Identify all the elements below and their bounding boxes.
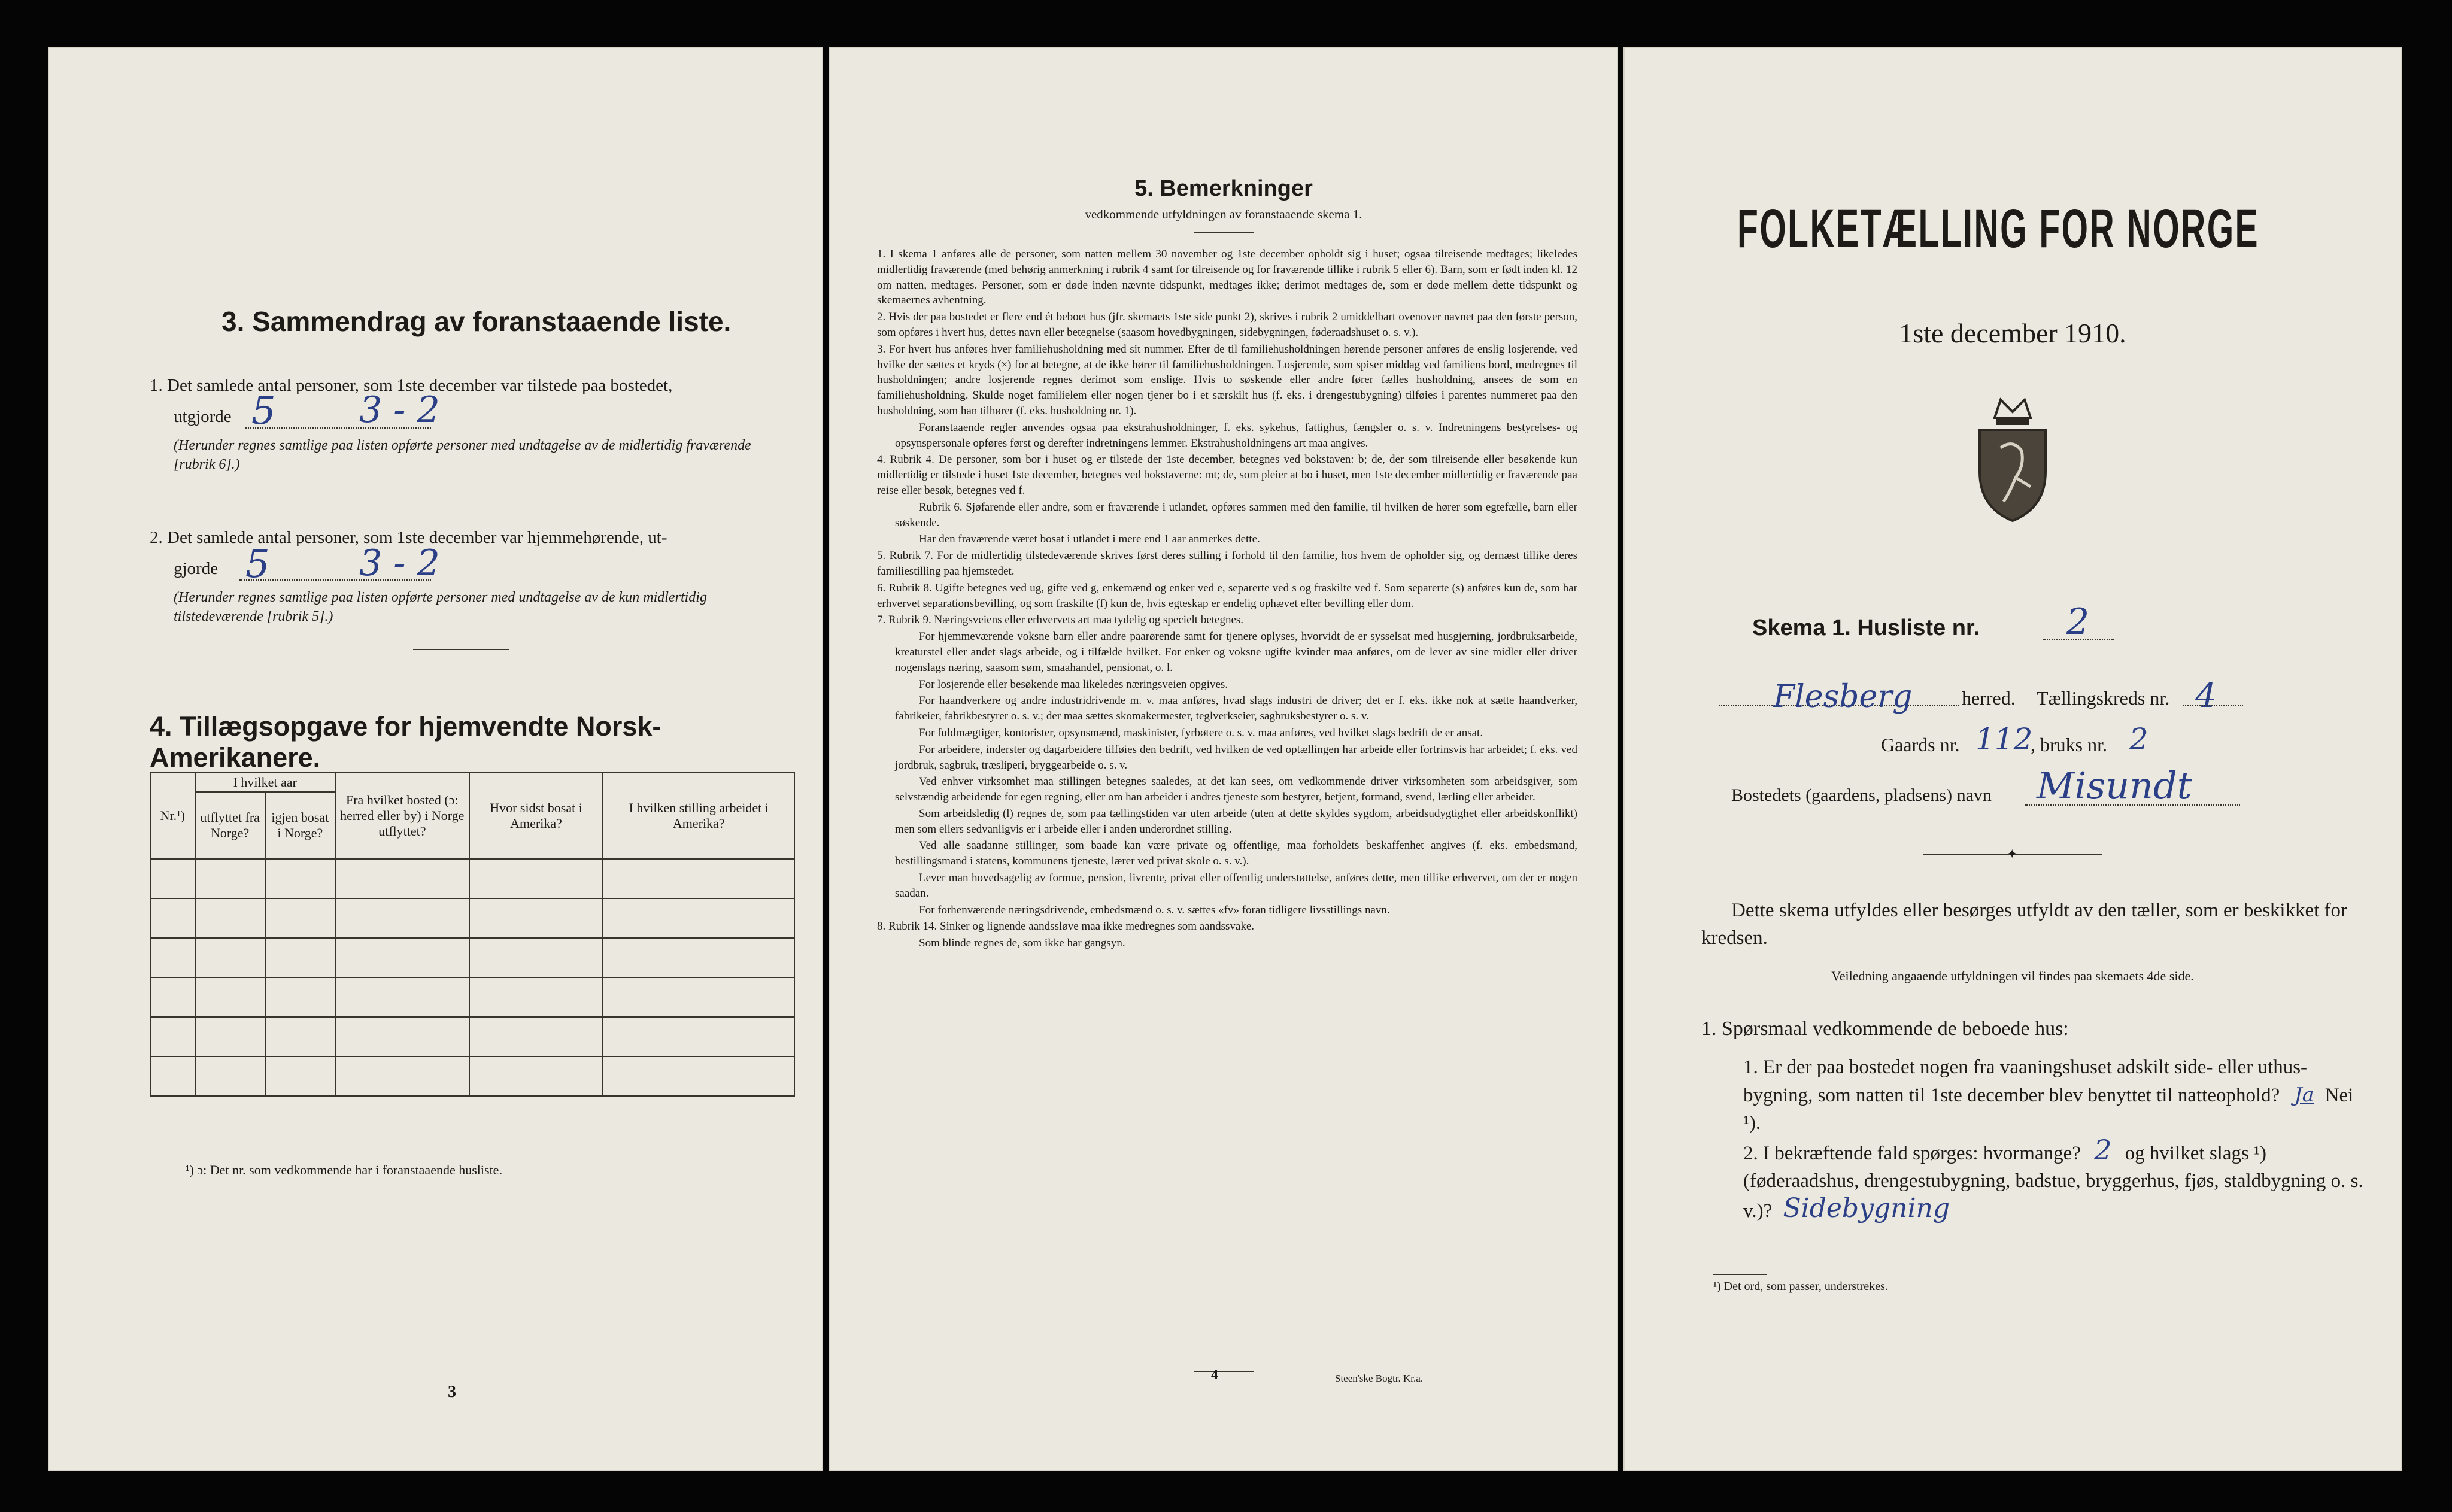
census-date: 1ste december 1910.: [1899, 318, 2126, 348]
item2-dotted-line: [239, 579, 431, 581]
kreds-label: Tællingskreds nr.: [2037, 687, 2170, 709]
item2-value: 5: [245, 542, 270, 587]
item1-prefix: utgjorde: [174, 407, 232, 426]
answer-nei: Nei ¹).: [1743, 1085, 2354, 1134]
table-row: [150, 1017, 794, 1056]
col-bosted: Fra hvilket bosted (ɔ: herred eller by) i Norge utflyttet?: [335, 773, 469, 859]
answer-count: 2: [2094, 1134, 2112, 1166]
husliste-line: [2043, 639, 2114, 640]
table-row: [150, 898, 794, 938]
bosted-value: Misundt: [2037, 764, 2192, 807]
printer-credit: Steen'ske Bogtr. Kr.a.: [1335, 1371, 1423, 1385]
answer-type: Sidebygning: [1783, 1193, 1950, 1223]
census-title: FOLKETÆLLING FOR NORGE: [1737, 198, 2260, 259]
remark-item: 8. Rubrik 14. Sinker og lignende aandssløve maa ikke medregnes som aandssvake.: [877, 920, 1255, 933]
ornament-icon: ✦: [2007, 846, 2018, 861]
gaards-label: Gaards nr.: [1881, 734, 1960, 755]
page-number: 4: [1211, 1367, 1218, 1383]
col-group-year: I hvilket aar: [195, 773, 335, 792]
coat-of-arms-icon: [1959, 382, 2066, 526]
remark-item: For haandverkere og andre industridrivende m. v. maa anføres, hvad slags industri de driver; det er f. eks. ikke nok at sætte haandverker, fabrikeier, fabrikbestyrer o. s. v.; der maa sættes skomakermester, teglverkseier, sagbruksbestyrer o. s. v.: [895, 694, 1577, 723]
footnote: ¹) Det ord, som passer, understrekes.: [1713, 1280, 1888, 1293]
separator: [1194, 232, 1254, 233]
bosted-line: [2025, 804, 2240, 806]
remark-item: For arbeidere, inderster og dagarbeidere tilføies den bedrift, ved hvilken de ved optællingen har arbeide eller fortrinsvis har arbeidet; f. eks. ved jordbruk, sagbruk, træsliperi, bryggearbeide o. s. v.: [895, 743, 1577, 772]
remark-item: Som blinde regnes de, som ikke har gangsyn.: [919, 937, 1125, 950]
item1-handwritten: 3 - 2: [359, 389, 440, 431]
remark-item: 7. Rubrik 9. Næringsveiens eller erhvervets art maa tydelig og specielt betegnes.: [877, 614, 1244, 627]
question-1: 1. Er der paa bostedet nogen fra vaaningshuset adskilt side- eller uthus-bygning, som natten til 1ste december blev benyttet til natteophold? Ja Nei ¹).: [1743, 1056, 2354, 1134]
remark-item: Foranstaaende regler anvendes ogsaa paa ekstrahusholdninger, f. eks. sykehus, fattighus, fængsler o. s. v. Indretningens bestyrelses- og opsynspersonale opføres først og derefter indretningens lemmer. Ekstrahusholdningens art maa angives.: [895, 421, 1577, 450]
question-2: 2. I bekræftende fald spørges: hvormange? 2 og hvilket slags ¹) (føderaadshus, drengestubygning, badstue, bryggerhus, fjøs, staldbygning o. s. v.)? Sidebygning: [1743, 1134, 2363, 1223]
col-nr: Nr.¹): [150, 773, 195, 859]
page-number: 3: [448, 1383, 456, 1401]
page-left: [48, 47, 823, 1471]
gaards-value: 112: [1975, 722, 2033, 757]
separator: [1194, 1371, 1254, 1372]
husliste-number: 2: [2066, 601, 2090, 643]
remark-item: For fuldmægtiger, kontorister, opsynsmænd, maskinister, fyrbøtere o. s. v. maa anføres, ved hvilket slags bedrift de er ansat.: [919, 726, 1483, 739]
item1-text: 1. Det samlede antal personer, som 1ste december var tilstede paa bostedet,: [150, 376, 673, 395]
bosted-label: Bostedets (gaardens, pladsens) navn: [1731, 785, 1992, 805]
page-middle: [829, 47, 1618, 1471]
separator: [413, 649, 509, 650]
item2-text: 2. Det samlede antal personer, som 1ste december var hjemmehørende, ut-: [150, 528, 667, 547]
remark-item: Ved alle saadanne stillinger, som baade kan være private og offentlige, maa forholdets beskaffenhet angives (f. eks. embedsmand, bestillingsmand i statens, kommunens tjeneste, lærer ved privat skole o. s. v.).: [895, 839, 1577, 868]
bruks-label: , bruks nr.: [2031, 734, 2107, 755]
norsk-amerikaner-table: [150, 772, 795, 1097]
item2-prefix: gjorde: [174, 559, 219, 578]
remark-item: 6. Rubrik 8. Ugifte betegnes ved ug, gifte ved g, enkemænd og enker ved e, separerte ved s og fraskilte ved f. Som separerte (s) anføres kun de, som har erhvervet separationsbevilling, og som fraskilte (f) kun de, hvis egteskap er endelig ophævet efter bevilling eller dom.: [877, 581, 1577, 610]
intro-text: Dette skema utfyldes eller besørges utfyldt av den tæller, som er beskikket for kredsen.: [1701, 900, 2348, 949]
col-utflyttet: utflyttet fra Norge?: [195, 792, 265, 859]
remark-item: For losjerende eller besøkende maa likeledes næringsveien opgives.: [919, 678, 1228, 691]
table-row: [150, 1056, 794, 1096]
section4-title: 4. Tillægsopgave for hjemvendte Norsk-Amerikanere.: [150, 711, 661, 773]
remark-item: For hjemmeværende voksne barn eller andre paarørende samt for tjenere oplyses, hvorvidt de er sysselsat med husgjerning, jordbruksarbeide, kreaturstel eller andet slags arbeide, og i tilfælde hvilket. For enker og voksne ugifte kvinder maa anføres, om de lever av sine midler eller driver nogenslags næring, saasom søm, smaahandel, pensionat, o. l.: [895, 630, 1577, 674]
remark-item: Ved enhver virksomhet maa stillingen betegnes saaledes, at det kan sees, om vedkommende driver virksomheten som arbeidsgiver, som selvstændig arbeidende for egen regning, eller om han arbeider i andres tjeneste som bestyrer, betjent, formand, svend, lærling eller arbeider.: [895, 775, 1577, 804]
footnote-rule: [1713, 1274, 1767, 1275]
table-row: [150, 938, 794, 977]
remark-item: 1. I skema 1 anføres alle de personer, som natten mellem 30 november og 1ste december opholdt sig i huset; ogsaa tilreisende medtages; likeledes midlertidig fraværende (med behørig anmerkning i rubrik 4 samt for tilreisende og for fraværende tillike i rubrik 5 eller 6). Barn, som er født inden kl. 12 om natten, medtages. Personer, som er døde inden nævnte tidspunkt, medtages ikke; derimot medtages de, som er døde mellem dette tidspunkt og skemaernes avhentning.: [877, 248, 1577, 307]
item1-note: (Herunder regnes samtlige paa listen opførte personer med undtagelse av de midlertidig fraværende [rubrik 6].): [174, 438, 751, 472]
remark-item: Som arbeidsledig (l) regnes de, som paa tællingstiden var uten arbeide (uten at dette skyldes sygdom, arbeidsudygtighet eller arbeidskonflikt) men som ellers sedvanligvis er i arbeide eller i anden underordnet stilling.: [895, 807, 1577, 836]
bruks-value: 2: [2129, 722, 2148, 757]
col-bosat: igjen bosat i Norge?: [265, 792, 335, 859]
table-footnote: ¹) ɔ: Det nr. som vedkommende har i foranstaaende husliste.: [186, 1162, 502, 1177]
remark-item: 5. Rubrik 7. For de midlertidig tilstedeværende skrives først deres stilling i forhold til den familie, hos hvem de opholder sig, og dernæst tillike deres familiestilling paa hjemstedet.: [877, 549, 1577, 578]
remarks-subtitle: vedkommende utfyldningen av foranstaaende skema 1.: [1085, 207, 1362, 221]
remarks-title: 5. Bemerkninger: [1134, 176, 1313, 201]
answer-ja: Ja: [2294, 1083, 2314, 1106]
item1-dotted-line: [245, 427, 431, 429]
remark-item: Har den fraværende været bosat i utlandet i mere end 1 aar anmerkes dette.: [919, 533, 1260, 546]
page-right: [1623, 47, 2402, 1471]
table-row: [150, 977, 794, 1017]
col-stilling: I hvilken stilling arbeidet i Amerika?: [603, 773, 794, 859]
herred-label: herred.: [1962, 687, 2016, 709]
questions-heading: 1. Spørsmaal vedkommende de beboede hus:: [1701, 1018, 2069, 1040]
section3-title: 3. Sammendrag av foranstaaende liste.: [221, 306, 732, 337]
remark-item: For forhenværende næringsdrivende, embedsmænd o. s. v. sættes «fv» foran tidligere livsstillings navn.: [919, 903, 1390, 916]
col-amerika: Hvor sidst bosat i Amerika?: [469, 773, 603, 859]
kreds-line: [2183, 705, 2243, 706]
remark-item: 4. Rubrik 4. De personer, som bor i huset og er tilstede der 1ste december, betegnes ved bokstaven: b; de, der som tilreisende eller besøkende kun midlertidig er tilstede i huset 1ste december, betegnes ved bokstaverne: mt; de, som pleier at bo i huset, men 1ste december midlertidig er fraværende paa reise eller besøk, betegnes ved f.: [877, 453, 1577, 497]
skema-label: Skema 1. Husliste nr.: [1752, 615, 1980, 640]
item2-handwritten: 3 - 2: [359, 542, 440, 584]
item1-value: 5: [251, 389, 276, 433]
veiledning: Veiledning angaaende utfyldningen vil findes paa skemaets 4de side.: [1831, 968, 2194, 983]
remark-item: Lever man hovedsagelig av formue, pension, livrente, privat eller offentlig understøttelse, anføres dette, men tillike erhvervet, om der er nogen saadan.: [895, 872, 1577, 900]
table-row: [150, 859, 794, 898]
item2-note: (Herunder regnes samtlige paa listen opførte personer med undtagelse av de kun midlertidig tilstedeværende [rubrik 5].): [174, 590, 707, 624]
kreds-value: 4: [2195, 676, 2217, 715]
herred-value: Flesberg: [1773, 679, 1913, 715]
remark-item: Rubrik 6. Sjøfarende eller andre, som er fraværende i utlandet, opføres sammen med den familie, til hvilken de hører som egtefælle, barn eller søskende.: [895, 500, 1577, 529]
remarks-list: [877, 247, 1577, 952]
remark-item: 3. For hvert hus anføres hver familiehusholdning med sit nummer. Efter de til familiehusholdningen hørende personer anføres de enslig losjerende, ved hvilke der sættes et kryds (×) for at betegne, at de ikke hører til familiehusholdningen. Losjerende, som spiser middag ved familiens bord, medregnes til husholdningen; andre losjerende regnes derimot som enslige. Hvis to søskende eller andre fører fælles husholdning, ansees de som en familiehusholdning. Skulde noget familielem eller nogen tjener bo i et særskilt hus (f. eks. i drengestubygning) tilføies i parentes nummeret paa den husholdning, som han tilhører (f. eks. husholdning nr. 1).: [877, 342, 1577, 417]
remark-item: 2. Hvis der paa bostedet er flere end ét beboet hus (jfr. skemaets 1ste side punkt 2), skrives i rubrik 2 umiddelbart ovenover navnet paa den første person, som opføres i hvert hus, dettes navn eller betegnelse (saasom hovedbygningen, sidebygningen, føderaadshuset o. s. v.).: [877, 311, 1577, 339]
